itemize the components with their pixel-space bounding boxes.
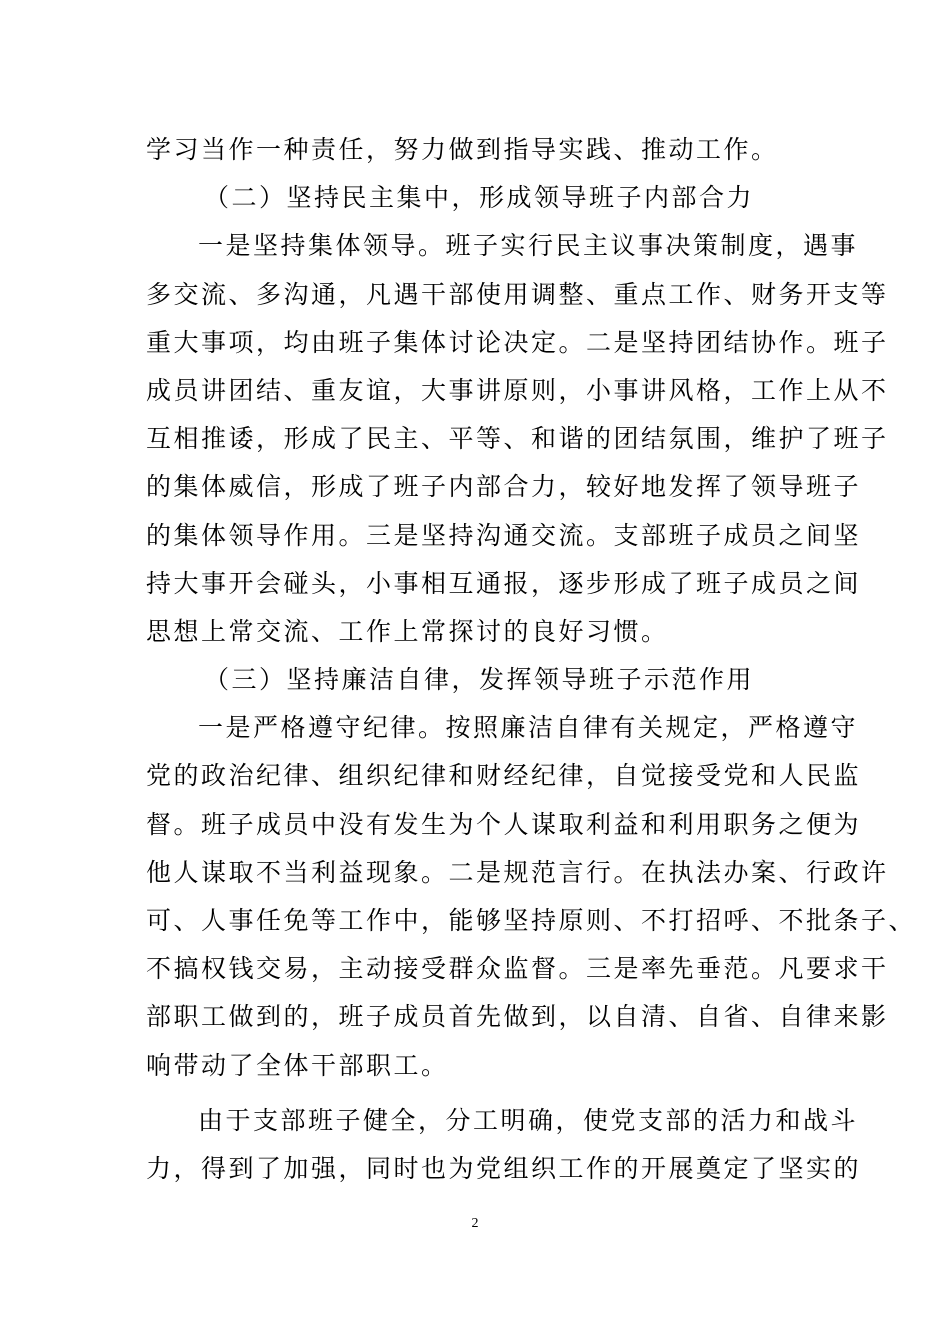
text-line: 学习当作一种责任，努力做到指导实践、推动工作。 bbox=[146, 135, 779, 164]
text-line: 可、人事任免等工作中，能够坚持原则、不打招呼、不批条子、 bbox=[146, 906, 917, 935]
text-line: 他人谋取不当利益现象。二是规范言行。在执法办案、行政许 bbox=[146, 857, 889, 887]
text-line: 部职工做到的，班子成员首先做到，以自清、自省、自律来影 bbox=[146, 1002, 889, 1032]
paragraph-start: 一是坚持集体领导。班子实行民主议事决策制度，遇事 bbox=[198, 231, 859, 261]
text-line: 多交流、多沟通，凡遇干部使用调整、重点工作、财务开支等 bbox=[146, 279, 889, 309]
text-line: 的集体领导作用。三是坚持沟通交流。支部班子成员之间坚 bbox=[146, 520, 862, 550]
text-line: 响带动了全体干部职工。 bbox=[146, 1050, 449, 1080]
text-line: 督。班子成员中没有发生为个人谋取利益和利用职务之便为 bbox=[146, 809, 862, 839]
section-heading-2: （二）坚持民主集中，形成领导班子内部合力 bbox=[204, 183, 755, 213]
paragraph-start: 一是严格遵守纪律。按照廉洁自律有关规定，严格遵守 bbox=[198, 713, 859, 743]
section-heading-3: （三）坚持廉洁自律，发挥领导班子示范作用 bbox=[204, 665, 755, 695]
paragraph-gap bbox=[146, 1090, 816, 1097]
text-line: 不搞权钱交易，主动接受群众监督。三是率先垂范。凡要求干 bbox=[146, 954, 889, 984]
text-line: 党的政治纪律、组织纪律和财经纪律，自觉接受党和人民监 bbox=[146, 761, 862, 791]
text-line: 的集体威信，形成了班子内部合力，较好地发挥了领导班子 bbox=[146, 472, 862, 502]
text-line: 互相推诿，形成了民主、平等、和谐的团结氛围，维护了班子 bbox=[146, 424, 889, 454]
text-line: 力，得到了加强，同时也为党组织工作的开展奠定了坚实的 bbox=[146, 1153, 862, 1183]
text-line: 持大事开会碰头，小事相互通报，逐步形成了班子成员之间 bbox=[146, 568, 862, 598]
body-text bbox=[146, 126, 917, 1193]
text-line: 重大事项，均由班子集体讨论决定。二是坚持团结协作。班子 bbox=[146, 327, 889, 357]
text-line: 成员讲团结、重友谊，大事讲原则，小事讲风格，工作上从不 bbox=[146, 375, 889, 405]
page-number: 2 bbox=[471, 1216, 479, 1231]
paragraph-start: 由于支部班子健全，分工明确，使党支部的活力和战斗 bbox=[198, 1105, 859, 1135]
text-line: 思想上常交流、工作上常探讨的良好习惯。 bbox=[146, 616, 669, 646]
